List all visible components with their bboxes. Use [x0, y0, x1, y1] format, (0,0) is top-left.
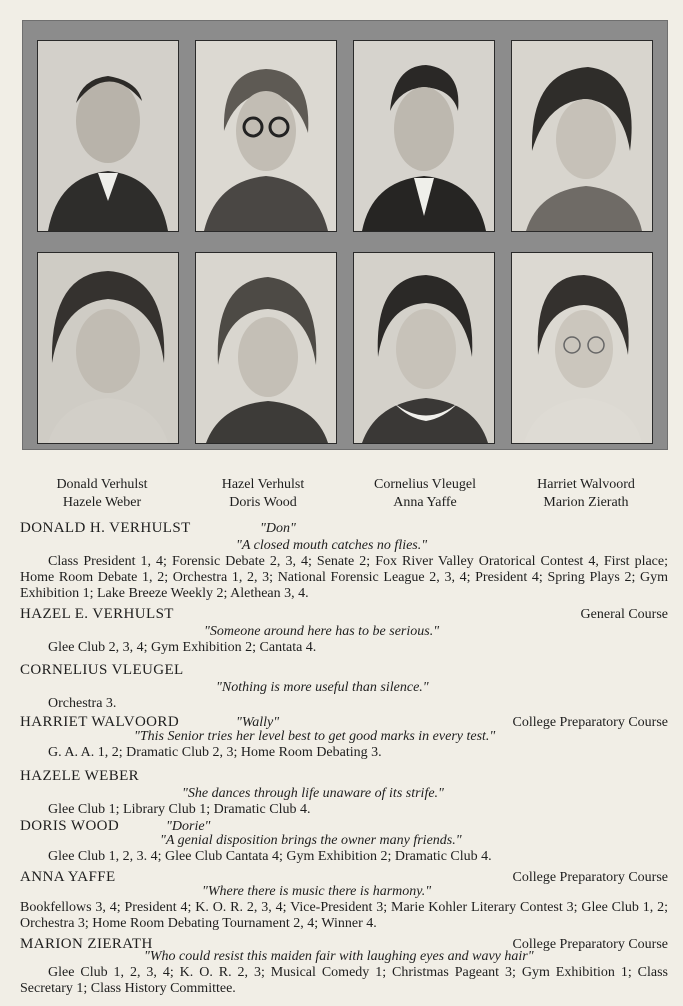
entry-course: General Course	[580, 607, 668, 622]
entry-activities: Glee Club 1, 2, 3. 4; Glee Club Cantata 4; Gym Exhibition 2; Dramatic Club 4.	[48, 849, 492, 864]
entry-nickname: "Dorie"	[166, 819, 211, 834]
entry-name: HARRIET WALVOORD	[20, 714, 180, 730]
caption-name: Donald Verhulst	[56, 477, 148, 492]
portrait-hazel-verhulst	[195, 40, 337, 232]
entry-name: DONALD H. VERHULST	[20, 520, 191, 536]
entry-activities: Class President 1, 4; Forensic Debate 2, 3, 4; Senate 2; Fox River Valley Oratorical Contest 4, First place; Home Room Debate 1, 2; Orchestra 1, 2, 3; National Forensic League 2, 3, 4; President 4; Spring Plays 2; Gym Exhibition 1; Lake Breeze Weekly 2; Alethean 3, 4.	[20, 554, 668, 601]
caption-name: Hazel Verhulst	[221, 477, 305, 492]
entry-course: College Preparatory Course	[512, 870, 668, 885]
entry-name: DORIS WOOD	[20, 818, 120, 834]
entry-quote: "A closed mouth catches no flies."	[236, 538, 428, 553]
portrait-hazele-weber	[37, 252, 179, 444]
portrait-panel	[22, 20, 668, 450]
entry-activities: Glee Club 1; Library Club 1; Dramatic Club 4.	[48, 802, 311, 817]
entry-name: HAZELE WEBER	[20, 768, 140, 784]
caption-column-3	[345, 476, 505, 512]
entry-course: College Preparatory Course	[512, 937, 668, 952]
entry-activities: G. A. A. 1, 2; Dramatic Club 2, 3; Home Room Debating 3.	[48, 745, 382, 760]
caption-name: Marion Zierath	[543, 495, 629, 510]
entry-name: HAZEL E. VERHULST	[20, 606, 174, 622]
portrait-marion-zierath	[511, 252, 653, 444]
entry-quote: "Who could resist this maiden fair with laughing eyes and wavy hair"	[144, 949, 534, 964]
entry-course: College Preparatory Course	[512, 715, 668, 730]
entry-quote: "Someone around here has to be serious."	[204, 624, 440, 639]
entry-name: CORNELIUS VLEUGEL	[20, 662, 184, 678]
entry-nickname: "Don"	[260, 521, 296, 536]
caption-column-4	[506, 476, 666, 512]
portrait-cornelius-vleugel	[353, 40, 495, 232]
portrait-donald-verhulst	[37, 40, 179, 232]
caption-name: Doris Wood	[229, 495, 297, 510]
entry-activities: Bookfellows 3, 4; President 4; K. O. R. 2, 3, 4; Vice-President 3; Marie Kohler Literary Contest 3; Glee Club 1, 2; Orchestra 3; Home Room Debating Tournament 2, 4; Winner 4.	[20, 900, 668, 931]
entry-activities: Orchestra 3.	[48, 696, 117, 711]
caption-name: Cornelius Vleugel	[373, 477, 476, 492]
portrait-harriet-walvoord	[511, 40, 653, 232]
entry-activities: Glee Club 1, 2, 3, 4; K. O. R. 2, 3; Musical Comedy 1; Christmas Pageant 3; Gym Exhibition 1; Class Secretary 1; Class History Committee.	[20, 965, 668, 996]
caption-name: Hazele Weber	[62, 495, 142, 510]
caption-column-1	[22, 476, 182, 512]
entry-quote: "This Senior tries her level best to get good marks in every test."	[134, 729, 496, 744]
entry-name: ANNA YAFFE	[20, 869, 116, 885]
entry-name: MARION ZIERATH	[20, 936, 153, 952]
portrait-doris-wood	[195, 252, 337, 444]
entry-quote: "She dances through life unaware of its strife."	[182, 786, 444, 801]
entry-nickname: "Wally"	[236, 715, 280, 730]
caption-name: Anna Yaffe	[393, 495, 457, 510]
entry-activities: Glee Club 2, 3, 4; Gym Exhibition 2; Cantata 4.	[48, 640, 317, 655]
portrait-anna-yaffe	[353, 252, 495, 444]
entry-quote: "A genial disposition brings the owner many friends."	[160, 833, 462, 848]
entry-quote: "Nothing is more useful than silence."	[216, 680, 429, 695]
entry-quote: "Where there is music there is harmony."	[202, 884, 432, 899]
caption-column-2	[183, 476, 343, 512]
caption-name: Harriet Walvoord	[537, 477, 635, 492]
